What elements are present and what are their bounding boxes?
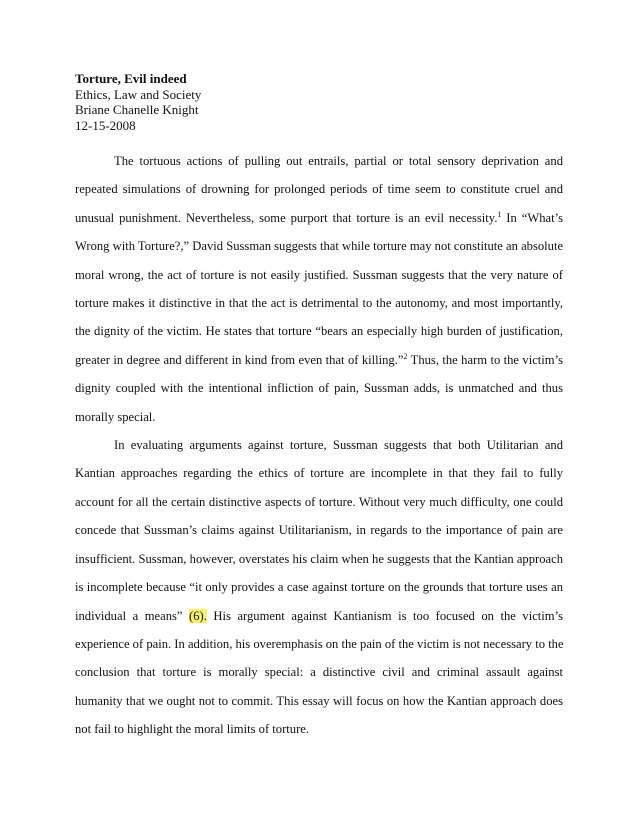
text-line: Kantian approaches regarding the ethics of torture are incomplete in that they fail to fully	[75, 466, 563, 481]
text-line: torture makes it distinctive in that the act is detrimental to the autonomy, and most importantly,	[75, 296, 563, 311]
footnote-marker[interactable]: 2	[403, 351, 408, 361]
text-line: The tortuous actions of pulling out entrails, partial or total sensory deprivation and	[114, 154, 563, 168]
document-header	[75, 71, 575, 133]
text-line: the dignity of the victim. He states that torture “bears an especially high burden of justification,	[75, 324, 563, 339]
text-line: dignity coupled with the intentional infliction of pain, Sussman adds, is unmatched and thus	[75, 381, 563, 396]
text-line: insufficient. Sussman, however, overstates his claim when he suggests that the Kantian approach	[75, 551, 563, 566]
text-line: repeated simulations of drowning for prolonged periods of time seem to constitute cruel and	[75, 182, 563, 197]
text-line: individual a means” (6). His argument against Kantianism is too focused on the victim’s	[75, 608, 563, 623]
text-line: In evaluating arguments against torture, Sussman suggests that both Utilitarian and	[114, 438, 563, 453]
paragraph-1	[75, 147, 563, 431]
text-line: unusual punishment. Nevertheless, some purport that torture is an evil necessity.$^1$ In “What’s	[75, 209, 563, 225]
text-line: not fail to highlight the moral limits of torture.	[75, 722, 309, 737]
text-line: Wrong with Torture?,” David Sussman suggests that while torture may not constitute an absolute	[75, 239, 564, 254]
text-line: morally special.	[75, 409, 156, 424]
footnote-marker[interactable]: 1	[497, 209, 502, 219]
essay-body	[75, 147, 563, 744]
text-line: experience of pain. In addition, his overemphasis on the pain of the victim is not necessary to the	[75, 636, 564, 651]
highlighted-citation: (6).	[189, 608, 207, 623]
paragraph-2	[75, 431, 563, 743]
text-line: humanity that we ought not to commit. This essay will focus on how the Kantian approach does	[75, 693, 563, 708]
essay-date: 12-15-2008	[75, 117, 136, 133]
text-line: greater in degree and different in kind from even that of killing.”$^2$ Thus, the harm to the victim’s	[75, 351, 564, 367]
course-name: Ethics, Law and Society	[75, 86, 202, 102]
text-line: conclusion that torture is morally special: a distinctive civil and criminal assault against	[75, 665, 563, 680]
author-name: Briane Chanelle Knight	[75, 102, 199, 117]
text-line: is incomplete because “it only provides a case against torture on the grounds that torture uses an	[75, 580, 563, 595]
text-line: moral wrong, the act of torture is not easily justified. Sussman suggests that the very nature of	[75, 267, 563, 282]
essay-title: Torture, Evil indeed	[75, 71, 187, 86]
text-line: account for all the certain distinctive aspects of torture. Without very much difficulty, one could	[75, 494, 563, 509]
text-line: concede that Sussman’s claims against Utilitarianism, in regards to the importance of pain are	[75, 523, 563, 538]
